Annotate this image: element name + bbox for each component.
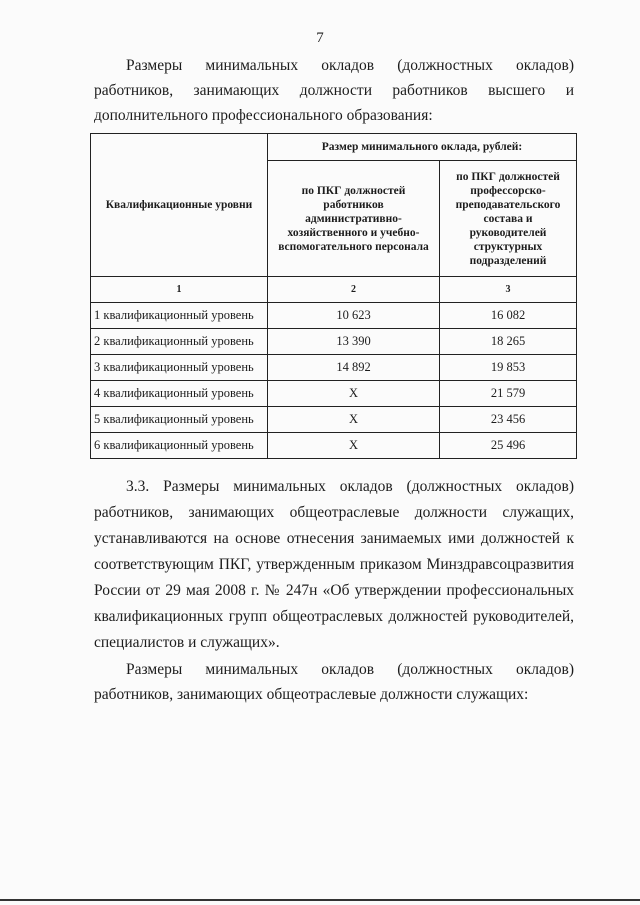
teaching-salary-cell: 16 082 — [440, 303, 577, 329]
level-cell: 2 квалификационный уровень — [91, 329, 268, 355]
admin-salary-cell: 14 892 — [268, 355, 440, 381]
table-row — [91, 303, 577, 329]
salary-table — [90, 133, 577, 459]
admin-salary-cell: X — [268, 407, 440, 433]
teaching-salary-cell: 25 496 — [440, 433, 577, 459]
intro-paragraph: Размеры минимальных окладов (должностных окладов) работников, занимающих должности работников высшего и дополнительного профессионального образования: — [94, 57, 574, 124]
scan-bottom-edge — [0, 899, 640, 901]
level-cell: 3 квалификационный уровень — [91, 355, 268, 381]
teaching-salary-cell: 23 456 — [440, 407, 577, 433]
header-col-admin-staff: по ПКГ должностей работников административно-хозяйственного и учебно-вспомогательного персонала — [268, 161, 440, 277]
teaching-salary-cell: 18 265 — [440, 329, 577, 355]
column-number-row — [91, 277, 577, 303]
level-cell: 6 квалификационный уровень — [91, 433, 268, 459]
admin-salary-cell: 13 390 — [268, 329, 440, 355]
table-row — [91, 355, 577, 381]
header-col-teaching-staff: по ПКГ должностей профессорско-преподавательского состава и руководителей структурных подразделений — [440, 161, 577, 277]
paragraph-3-3: 3.3. Размеры минимальных окладов (должностных окладов) работников, занимающих общеотраслевые должности служащих, устанавливаются на основе отнесения занимаемых ими должностей к соответствующим ПКГ, утвержденным приказом Минздравсоцразвития России от 29 мая 2008 г. № 247н «Об утверждении профессиональных квалификационных групп общеотраслевых должностей руководителей, специалистов и служащих». — [94, 478, 574, 651]
column-number: 3 — [440, 277, 577, 303]
teaching-salary-cell: 19 853 — [440, 355, 577, 381]
header-min-salary: Размер минимального оклада, рублей: — [268, 134, 577, 161]
table-row — [91, 407, 577, 433]
table-row — [91, 433, 577, 459]
header-qualification-levels: Квалификационные уровни — [91, 134, 268, 277]
page-number: 7 — [316, 30, 324, 46]
level-cell: 5 квалификационный уровень — [91, 407, 268, 433]
table-row — [91, 329, 577, 355]
admin-salary-cell: X — [268, 381, 440, 407]
admin-salary-cell: 10 623 — [268, 303, 440, 329]
level-cell: 4 квалификационный уровень — [91, 381, 268, 407]
admin-salary-cell: X — [268, 433, 440, 459]
column-number: 1 — [91, 277, 268, 303]
table-row — [91, 381, 577, 407]
level-cell: 1 квалификационный уровень — [91, 303, 268, 329]
column-number: 2 — [268, 277, 440, 303]
teaching-salary-cell: 21 579 — [440, 381, 577, 407]
final-paragraph: Размеры минимальных окладов (должностных окладов) работников, занимающих общеотраслевые должности служащих: — [94, 661, 574, 703]
